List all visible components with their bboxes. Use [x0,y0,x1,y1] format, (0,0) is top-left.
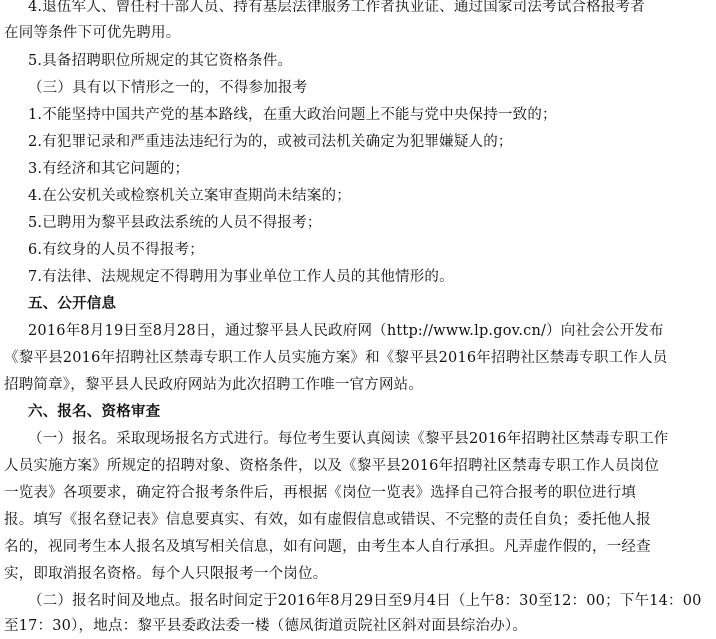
list-item: 3.有经济和其它问题的； [28,161,190,177]
section-heading: 五、公开信息 [28,296,117,312]
list-item: 7.有法律、法规规定不得聘用为事业单位工作人员的其他情形的。 [28,269,454,285]
paragraph-line: 实，即取消报名资格。每个人只限报考一个岗位。 [4,566,328,582]
paragraph-line: （一）报名。采取现场报名方式进行。每位考生要认真阅读《黎平县2016年招聘社区禁毒专职工作 [28,431,669,447]
paragraph-line: 2016年8月19日至8月28日，通过黎平县人民政府网（http://www.lp.gov.cn/）向社会公开发布 [28,323,664,339]
paragraph-line: 在同等条件下可优先聘用。 [4,25,181,41]
list-item: 5.已聘用为黎平县政法系统的人员不得报考； [28,215,322,231]
list-item: 4.在公安机关或检察机关立案审查期尚未结案的； [28,188,351,204]
section-heading: 六、报名、资格审查 [28,404,161,420]
paragraph-line: 至17：30），地点：黎平县委政法委一楼（德凤街道贡院社区斜对面县综治办）。 [4,618,527,634]
paragraph-line: 人员实施方案》所规定的招聘对象、资格条件，以及《黎平县2016年招聘社区禁毒专职工作人员岗位 [4,458,660,474]
paragraph-line: 5.具备招聘职位所规定的其它资格条件。 [28,53,293,69]
paragraph-line: 报。填写《报名登记表》信息要真实、有效，如有虚假信息或错误、不完整的责任自负；委托他人报 [4,512,651,528]
paragraph-line: 4.退伍军人、曾任村干部人员、持有基层法律服务工作者执业证、通过国家司法考试合格报考者 [28,0,645,15]
section-subheading: （三）具有以下情形之一的，不得参加报考 [28,80,308,96]
paragraph-line: 招聘简章》，黎平县人民政府网站为此次招聘工作唯一官方网站。 [4,377,424,393]
paragraph-line: 一览表》各项要求，确定符合报考条件后，再根据《岗位一览表》选择自己符合报考的职位进行填 [4,485,637,501]
paragraph-line: 名的，视同考生本人报名及填写相关信息，如有问题，由考生本人自行承担。凡弄虚作假的，一经查 [4,539,651,555]
paragraph-line: 《黎平县2016年招聘社区禁毒专职工作人员实施方案》和《黎平县2016年招聘社区禁毒专职工作人员 [4,350,668,366]
list-item: 1.不能坚持中国共产党的基本路线，在重大政治问题上不能与党中央保持一致的； [28,107,557,123]
paragraph-line: （二）报名时间及地点。报名时间定于2016年8月29日至9月4日（上午8：30至12：00；下午14：00 [28,593,702,609]
list-item: 2.有犯罪记录和严重违法违纪行为的，或被司法机关确定为犯罪嫌疑人的； [28,134,513,150]
list-item: 6.有纹身的人员不得报考； [28,242,204,258]
